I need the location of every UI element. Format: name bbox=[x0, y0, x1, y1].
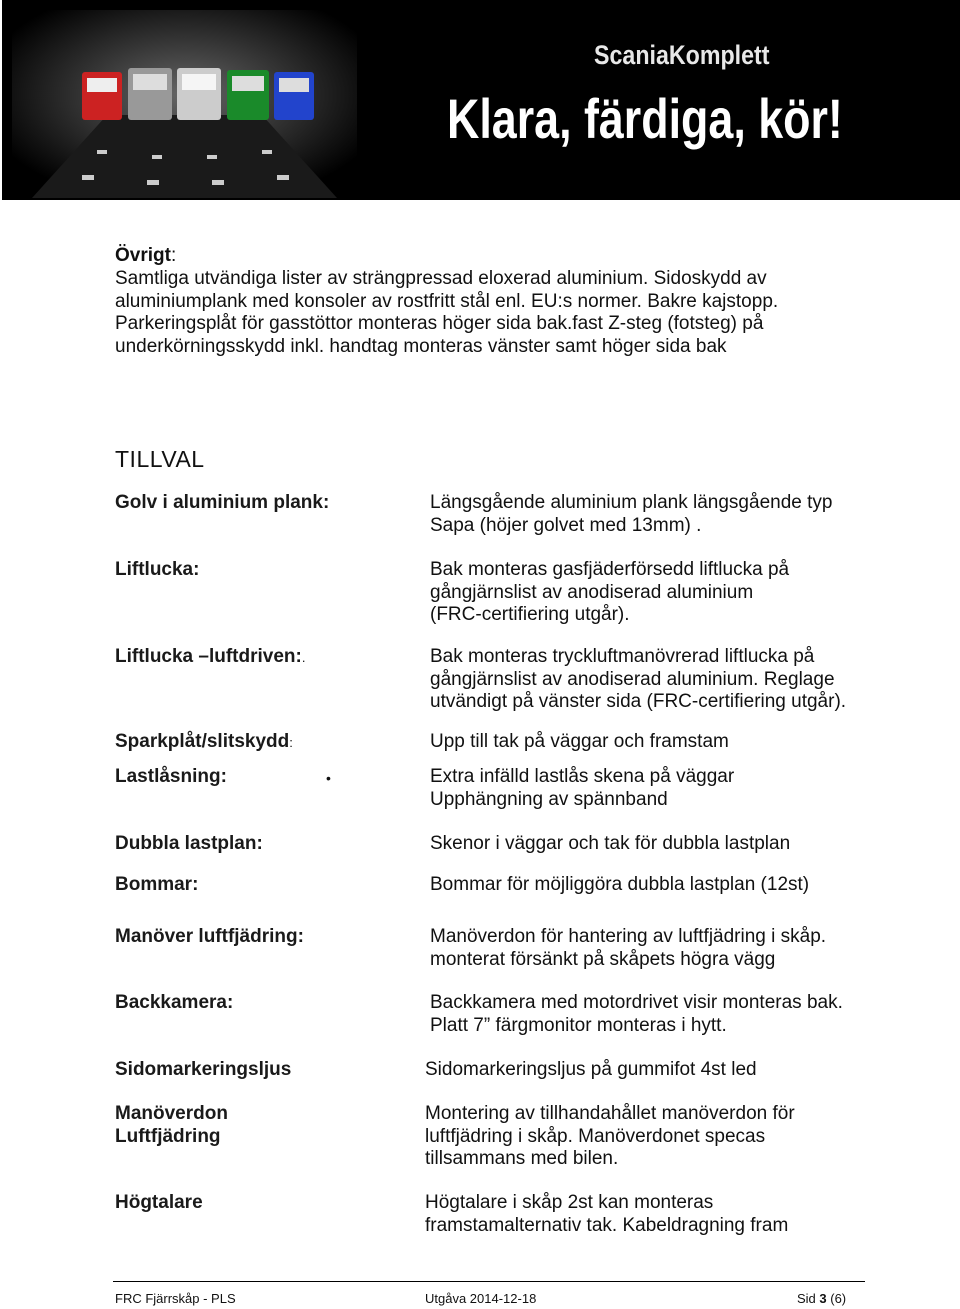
option-desc-liftlucka-luftdriven bbox=[430, 646, 846, 714]
option-label-golv: Golv i aluminium plank: bbox=[115, 492, 330, 513]
desc-line: luftfjädring i skåp. Manöverdonet specas bbox=[425, 1125, 766, 1147]
option-label-manover-luftfjadring: Manöver luftfjädring: bbox=[115, 926, 304, 947]
label-text: Sparkplåt/slitskydd bbox=[115, 731, 290, 752]
option-desc-golv bbox=[430, 492, 832, 537]
desc-line: (FRC-certifiering utgår). bbox=[430, 604, 630, 625]
option-desc-hogtalare bbox=[425, 1192, 788, 1237]
desc-line: Skenor i väggar och tak för dubbla lastplan bbox=[430, 833, 791, 854]
ovrigt-heading bbox=[115, 245, 176, 267]
option-label-hogtalare: Högtalare bbox=[115, 1192, 203, 1213]
desc-line: gångjärnslist av anodiserad aluminium bbox=[430, 581, 754, 603]
option-desc-manoverdon-luftfjadring bbox=[425, 1103, 795, 1171]
ovrigt-line: Parkeringsplåt för gasstöttor monteras höger sida bak.fast Z-steg (fotsteg) på bbox=[115, 313, 764, 335]
label-suffix: : bbox=[289, 735, 293, 750]
desc-line: Högtalare i skåp 2st kan monteras bbox=[425, 1192, 714, 1213]
header-banner bbox=[2, 0, 960, 200]
footer-divider bbox=[113, 1281, 865, 1282]
desc-line: Montering av tillhandahållet manöverdon för bbox=[425, 1103, 795, 1124]
option-label-liftlucka-luftdriven bbox=[115, 646, 305, 670]
ovrigt-body bbox=[115, 268, 815, 358]
desc-line: gångjärnslist av anodiserad aluminium. Reglage bbox=[430, 668, 835, 690]
label-line: Manöverdon bbox=[115, 1103, 228, 1124]
desc-line: utvändigt på vänster sida (FRC-certifiering utgår). bbox=[430, 691, 847, 712]
option-label-manoverdon-luftfjadring bbox=[115, 1103, 228, 1148]
desc-line: Upphängning av spännband bbox=[430, 788, 668, 810]
ovrigt-line: Samtliga utvändiga lister av strängpressad eloxerad aluminium. Sidoskydd av bbox=[115, 268, 767, 289]
desc-line: tillsammans med bilen. bbox=[425, 1148, 619, 1169]
option-desc-sidomarkeringsljus bbox=[425, 1059, 757, 1082]
trucks-illustration bbox=[12, 10, 357, 198]
footer-page bbox=[797, 1291, 846, 1306]
tillval-heading: TILLVAL bbox=[115, 446, 205, 472]
option-desc-liftlucka bbox=[430, 559, 789, 627]
desc-line: Upp till tak på väggar och framstam bbox=[430, 731, 729, 752]
bullet-icon: • bbox=[326, 770, 331, 786]
option-label-dubbla-lastplan: Dubbla lastplan: bbox=[115, 833, 263, 854]
page-total: (6) bbox=[826, 1291, 847, 1306]
option-desc-sparkplat bbox=[430, 731, 729, 754]
option-desc-dubbla-lastplan bbox=[430, 833, 790, 856]
slogan: Klara, färdiga, kör! bbox=[447, 87, 843, 150]
option-label-backkamera: Backkamera: bbox=[115, 992, 234, 1013]
label-suffix: . bbox=[301, 650, 306, 665]
ovrigt-line: underkörningsskydd inkl. handtag monteras vänster samt höger sida bak bbox=[115, 335, 727, 357]
desc-line: Bak monteras tryckluftmanövrerad liftlucka på bbox=[430, 646, 815, 667]
ovrigt-heading-colon: : bbox=[170, 245, 177, 266]
option-desc-lastlasning bbox=[430, 766, 734, 811]
option-label-sidomarkeringsljus: Sidomarkeringsljus bbox=[115, 1059, 292, 1080]
label-line: Luftfjädring bbox=[115, 1125, 221, 1147]
option-label-liftlucka: Liftlucka: bbox=[115, 559, 200, 580]
desc-line: Längsgående aluminium plank längsgående typ bbox=[430, 492, 833, 513]
page-number: 3 bbox=[819, 1291, 827, 1306]
desc-line: Extra infälld lastlås skena på väggar bbox=[430, 766, 735, 787]
page-prefix: Sid bbox=[797, 1291, 820, 1306]
label-text: Liftlucka –luftdriven: bbox=[115, 646, 302, 667]
option-label-sparkplat bbox=[115, 731, 293, 755]
desc-line: Bak monteras gasfjäderförsedd liftlucka på bbox=[430, 559, 790, 580]
desc-line: Bommar för möjliggöra dubbla lastplan (12st) bbox=[430, 874, 810, 895]
desc-line: monterat försänkt på skåpets högra vägg bbox=[430, 948, 776, 970]
ovrigt-heading-text: Övrigt bbox=[115, 245, 171, 266]
option-label-bommar: Bommar: bbox=[115, 874, 199, 895]
option-desc-backkamera bbox=[430, 992, 843, 1037]
footer-edition: Utgåva 2014-12-18 bbox=[425, 1291, 537, 1306]
desc-line: Platt 7” färgmonitor monteras i hytt. bbox=[430, 1014, 727, 1036]
desc-line: Sapa (höjer golvet med 13mm) . bbox=[430, 514, 702, 536]
footer-doc-name: FRC Fjärrskåp - PLS bbox=[115, 1291, 236, 1306]
desc-line: framstamalternativ tak. Kabeldragning fram bbox=[425, 1214, 789, 1236]
brand-name: ScaniaKomplett bbox=[594, 40, 770, 70]
option-label-lastlasning: Lastlåsning: bbox=[115, 766, 227, 787]
desc-line: Backkamera med motordrivet visir monteras bak. bbox=[430, 992, 843, 1013]
option-desc-bommar bbox=[430, 874, 809, 897]
desc-line: Sidomarkeringsljus på gummifot 4st led bbox=[425, 1059, 757, 1080]
desc-line: Manöverdon för hantering av luftfjädring i skåp. bbox=[430, 926, 827, 947]
ovrigt-line: aluminiumplank med konsoler av rostfritt stål enl. EU:s normer. Bakre kajstopp. bbox=[115, 290, 779, 312]
option-desc-manover-luftfjadring bbox=[430, 926, 826, 971]
